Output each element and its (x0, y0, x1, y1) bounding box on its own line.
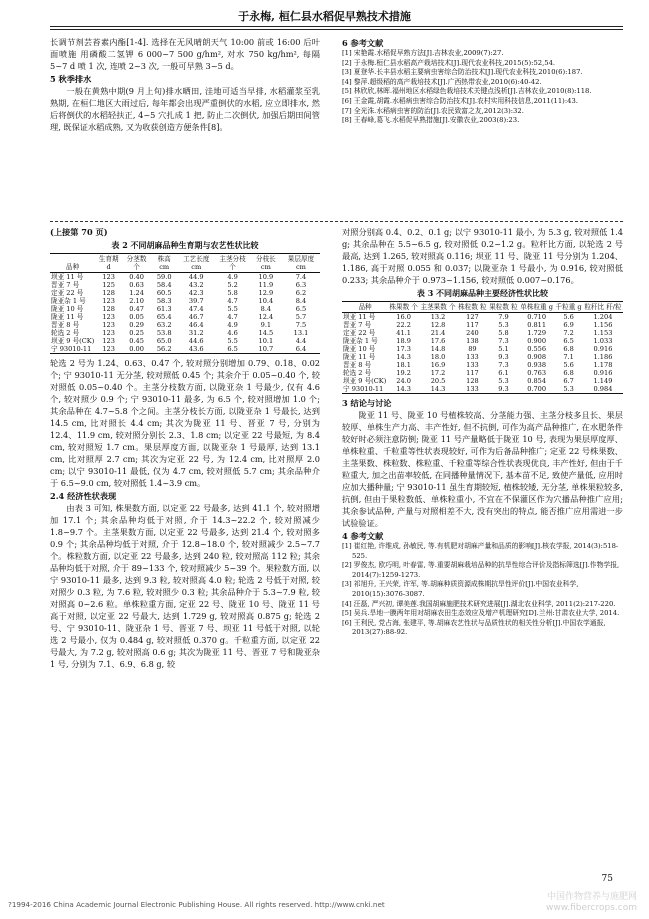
table-cell: 127 (466, 313, 479, 321)
table-cell: 128 (466, 377, 479, 385)
table-header-cell: 生育期 d (95, 254, 122, 273)
table-header-cell: 分茎数 个 (122, 254, 151, 273)
table-cell: 18.9 (396, 337, 411, 345)
table-row (342, 337, 623, 345)
watermark-line: 中国作物营养与施肥网 (546, 892, 637, 902)
table-cell: 陇亚杂 1 号 (51, 297, 86, 305)
table-cell: 5.7 (295, 313, 307, 321)
table-cell: 6.5 (563, 337, 574, 345)
table-row (342, 385, 623, 394)
table-cell: 58.3 (156, 297, 172, 305)
table-row (342, 361, 623, 369)
table-cell: 0.938 (527, 361, 547, 369)
table-row (50, 337, 320, 345)
reference-item: [1] 崔红艳, 许维成, 孙敏民, 等.有机肥对胡麻产量和品质的影响[J].核农学报, 2014(3):518-525. (342, 542, 619, 560)
table-cell: 14.3 (419, 385, 457, 394)
table-cell: 17.6 (430, 337, 446, 345)
table-cell: 16.9 (430, 361, 446, 369)
table-cell: 9.3 (488, 385, 519, 394)
table-cell: 5.8 (227, 289, 238, 297)
body-paragraph: 长调节剂芸苔素内酯[1-4]. 选择在无风晴朗天气 10:00 前或 16:00 后叶面喷施 用磷酸二氢钾 6 000~7 500 g/hm², 对水 750 kg/hm², 每隔 5~7 d 喷 1 次, 连喷 2~3 次, 一般可早熟 3~5 d。 (50, 37, 320, 71)
table-cell: 4.7 (227, 297, 238, 305)
table-row (342, 345, 623, 353)
table-header-cell: 果粒数 粒 (489, 303, 518, 311)
reference-item: [5] 林欣欣,林晖.福州地区水稻绿色栽培技术关键点浅析[J].吉林农业,2010(8):118. (342, 87, 592, 96)
table-cell: 133 (466, 361, 479, 369)
table-cell: 39.7 (188, 297, 204, 305)
table-cell: 1.153 (593, 329, 613, 337)
table-cell: 0.47 (129, 305, 144, 313)
table-cell: 20.5 (430, 377, 446, 385)
table-cell: 18.0 (430, 353, 446, 361)
copyright-footer: ?1994-2016 China Academic Journal Electronic Publishing House. All rights reserved. http://www.cnki.net (8, 900, 385, 909)
table-cell: 晋亚 7 号 (51, 281, 80, 289)
table-cell: 1.186 (593, 353, 613, 361)
table-cell: 1.178 (593, 361, 613, 369)
table-row (50, 313, 320, 321)
table-cell: 41.1 (396, 329, 411, 337)
table-cell: 42.3 (188, 289, 204, 297)
table-cell: 1.204 (593, 313, 613, 321)
running-header: 于永梅, 桓仁县水稻促早熟技术措施 (238, 10, 411, 23)
table-cell: 14.8 (430, 345, 446, 353)
table-cell: 65.0 (156, 337, 172, 345)
table-cell: 7.1 (563, 353, 574, 361)
table-header-cell: 株粒数 粒 (458, 303, 487, 311)
table-cell: 6.1 (498, 369, 509, 377)
table-cell: 晋亚 7 号 (343, 321, 372, 329)
table-cell: 19.2 (396, 369, 411, 377)
table-cell: 14.5 (258, 329, 274, 337)
table-cell: 18.1 (396, 361, 411, 369)
table-cell: 6.2 (295, 289, 307, 297)
table-cell: 轮选 2 号 (343, 369, 372, 377)
table-cell: 44.9 (188, 273, 204, 281)
table-cell: 8.4 (295, 297, 307, 305)
table-cell: 4.9 (227, 321, 238, 329)
table-header-cell: 果层厚度 cm (282, 254, 320, 273)
table-cell: 7.3 (498, 361, 509, 369)
table-cell: 0.63 (129, 281, 144, 289)
table-header-cell: 千粒重 g (555, 303, 582, 311)
table-cell: 10.7 (250, 345, 282, 354)
table-row (50, 321, 320, 329)
table-row (342, 353, 623, 361)
table-cell: 123 (102, 337, 115, 345)
table-cell: 5.6 (563, 313, 574, 321)
table-row (50, 289, 320, 297)
reference-item: [5] 吴兵.旱地一膜两年用对胡麻农田生态效应及增产机理研究[D].兰州:甘肃农业大学, 2014. (342, 609, 620, 618)
body-paragraph: 陇亚 11 号、陇亚 10 号植株较高、分茎能力强、主茎分枝多且长、果层较厚、单株生产力高、丰产性好, 但不抗倒, 可作为高产品种推广, 在水肥条件较好时必须注意防倒; 陇亚 11 号产量略低于陇亚 10 号, 表现为果层厚度厚、单株粒重、千粒重等性状表现较好, 可作为后备品种推广; 定亚 22 号株果数、主茎果数、株粒数、株粒重、千粒重等综合性状表现优良, 丰产性好, 但由于千粒重大, 加之出苗率较低, 在同播种量情况下, 基本苗不足, 致使产量低, 应用时应加大播种量; 宁 93010-11 虽生育期较短, 植株较矮, 无分茎, 单株果粒较多, 抗倒, 但由于果粒数低、单株粒重小, 不宜在不保灌区作为穴播品种推广应用; 其余参试品种, 产量与对照相差不大, 没有突出的特点, 能否推广应用需进一步试验验证。 (342, 410, 623, 528)
table-cell: 22.2 (396, 321, 411, 329)
reference-item: [2] 罗俊杰, 欧巧明, 叶春雷, 等.重要胡麻栽培品种的抗旱性综合评价及指标筛选[J].作物学报, 2014(7):1259-1273. (342, 561, 620, 579)
table-cell: 133 (457, 385, 488, 394)
table-cell: 0.00 (122, 345, 151, 354)
table-cell: 43.6 (177, 345, 215, 354)
table-cell: 坝亚 9 号(CK) (51, 337, 95, 345)
table-cell: 133 (466, 353, 479, 361)
table-row (50, 297, 320, 305)
table-cell: 123 (102, 329, 115, 337)
table-cell: 轮选 2 号 (51, 329, 80, 337)
table-cell: 123 (95, 345, 122, 354)
table-header-cell: 单株粒重 g (520, 303, 553, 311)
table-cell: 晋亚 8 号 (343, 361, 372, 369)
table-cell: 4.4 (295, 337, 307, 345)
table-cell: 5.2 (227, 281, 238, 289)
table-row (342, 369, 623, 377)
table-cell: 6.5 (215, 345, 250, 354)
reference-item: [4] 汪磊, 严兴初, 谭美莲.我国胡麻施肥技术研究进展[J].湖北农业科学, 2011(2):217-220. (342, 599, 616, 608)
table-cell: 0.710 (527, 313, 547, 321)
watermark (546, 892, 637, 914)
table-cell: 0.854 (527, 377, 547, 385)
table-cell: 65.4 (156, 313, 172, 321)
table-cell: 坝亚 9 号(CK) (343, 377, 387, 385)
table-cell: 0.29 (129, 321, 144, 329)
header-rule-double (50, 29, 623, 30)
table-cell: 46.4 (188, 321, 204, 329)
table-cell: 6.5 (295, 305, 307, 313)
table-cell: 5.8 (498, 329, 509, 337)
table-cell: 5.5 (227, 337, 238, 345)
table-cell: 6.7 (563, 377, 574, 385)
table-header-cell: 粒秆比 秆/粒 (584, 303, 622, 311)
table-cell: 6.3 (295, 281, 307, 289)
reference-list (342, 49, 623, 126)
table-cell: 6.8 (563, 345, 574, 353)
table-cell: 0.763 (527, 369, 547, 377)
table-cell: 1.149 (593, 377, 613, 385)
section-heading-2-4: 2.4 经济性状表现 (50, 491, 117, 501)
table-cell: 10.1 (258, 337, 274, 345)
table-cell: 0.40 (129, 273, 144, 281)
table-cell: 117 (466, 369, 479, 377)
table-cell: 5.3 (498, 321, 509, 329)
section-heading-5: 5 秋季排水 (50, 74, 92, 84)
table-cell: 0.916 (593, 369, 613, 377)
table-cell: 0.556 (527, 345, 547, 353)
table-cell: 47.4 (188, 305, 204, 313)
table-row (50, 305, 320, 313)
table-cell: 宁 93010-11 (342, 385, 388, 394)
table-cell: 123 (102, 297, 115, 305)
right-column-top (342, 36, 623, 126)
table-cell: 14.3 (396, 353, 411, 361)
table-3 (342, 301, 623, 394)
table-cell: 0.45 (129, 337, 144, 345)
table-cell: 31.2 (188, 329, 204, 337)
watermark-line: www.fibercrops.com (546, 903, 637, 913)
table-cell: 8.4 (260, 305, 272, 313)
table-cell: 13.2 (430, 313, 446, 321)
table-cell: 7.4 (295, 273, 307, 281)
table-cell: 宁 93010-11 (50, 345, 95, 354)
reference-item: [6] 王利民, 党占海, 张建平, 等.胡麻农艺性状与品质性状的相关性分析[J].中国农学通报, 2013(27):88-92. (342, 618, 606, 637)
table-cell: 坝亚 11 号 (343, 313, 376, 321)
table-cell: 6.8 (563, 369, 574, 377)
table-cell: 陇亚 10 号 (51, 305, 84, 313)
table-cell: 5.3 (554, 385, 583, 394)
table-3-caption: 表 3 不同胡麻品种主要经济性状比较 (416, 288, 549, 298)
table-cell: 123 (102, 273, 115, 281)
table-cell: 0.900 (527, 337, 547, 345)
table-cell: 17.3 (396, 345, 411, 353)
right-column-bottom (342, 226, 623, 638)
table-row (50, 329, 320, 337)
table-cell: 定亚 22 号 (51, 289, 84, 297)
continued-note: (上接第 70 页) (50, 227, 108, 237)
table-cell: 7.5 (295, 321, 307, 329)
table-cell: 1.156 (593, 321, 613, 329)
table-cell: 123 (102, 313, 115, 321)
table-cell: 4.6 (227, 329, 238, 337)
table-header-cell: 株果数 个 (389, 303, 418, 311)
table-cell: 5.1 (498, 345, 509, 353)
table-row (342, 377, 623, 385)
reference-item: [1] 宋艳霞.水稻促早熟方法[J].吉林农业,2009(7):27. (342, 49, 504, 57)
table-2-caption: 表 2 不同胡麻品种生育期与农艺性状比较 (111, 240, 259, 250)
reference-list (342, 542, 623, 638)
table-cell: 5.6 (563, 361, 574, 369)
table-cell: 125 (102, 281, 115, 289)
table-cell: 123 (102, 321, 115, 329)
table-cell: 9.1 (260, 321, 272, 329)
table-header-cell: 品种 (50, 254, 95, 273)
table-cell: 12.4 (258, 313, 274, 321)
table-cell: 138 (466, 337, 479, 345)
table-cell: 0.05 (129, 313, 144, 321)
reference-item: [8] 王春峰,葛飞.水稻促早熟措施[J].安徽农业,2003(8):23. (342, 116, 520, 125)
table-cell: 14.3 (388, 385, 419, 394)
table-cell: 晋亚 8 号 (51, 321, 80, 329)
table-header-cell: 主茎分枝 个 (215, 254, 250, 273)
table-cell: 12.9 (258, 289, 274, 297)
reference-item: [6] 王金霞,胡霞.水稻病虫害综合防治技术[J].农村实用科技信息,2011(11):43. (342, 96, 578, 105)
left-column-bottom (50, 226, 320, 670)
table-cell: 1.729 (527, 329, 547, 337)
table-cell: 10.9 (258, 273, 274, 281)
table-cell: 1.033 (593, 337, 613, 345)
table-cell: 63.2 (156, 321, 172, 329)
table-cell: 24.0 (396, 377, 411, 385)
table-cell: 9.3 (498, 353, 509, 361)
table-cell: 4.9 (227, 273, 238, 281)
table-header-cell: 主茎果数 个 (420, 303, 456, 311)
table-cell: 60.5 (156, 289, 172, 297)
table-cell: 240 (466, 329, 479, 337)
table-cell: 16.0 (396, 313, 411, 321)
table-cell: 59.0 (156, 273, 172, 281)
reference-item: [3] 祁旭升, 王兴荣, 许军, 等.胡麻种质资源成株期抗旱性评价[J].中国农业科学, 2010(15):3076-3087. (342, 580, 579, 598)
body-paragraph: 对照分别高 0.4、0.2、0.1 g; 以宁 93010-11 最小, 为 5.3 g, 较对照低 1.4 g; 其余品种在 5.5~6.5 g, 较对照低 0.2~1.2 g。粒秆比方面, 以轮选 2 号最高, 达到 1.265, 较对照高 0.116; 坝亚 11 号、陇亚 11 号分别为 1.204、1.186, 高于对照 0.055 和 0.037; 以陇亚杂 1 号最小, 为 0.916, 较对照低 0.233; 其余品种介于 0.973~1.156, 较对照低 0.007~0.176。 (342, 227, 623, 285)
table-cell: 6.9 (563, 321, 574, 329)
table-cell: 7.2 (563, 329, 574, 337)
body-paragraph: 由表 3 可知, 株果数方面, 以定亚 22 号最多, 达到 41.1 个, 较对照增加 17.1 个; 其余品种均低于对照, 介于 14.3~22.2 个, 较对照减少 1.8~9.7 个。主茎果数方面, 以定亚 22 号最多, 达到 21.4 个, 较对照多 0.9 个; 其余品种均低于对照, 介于 12.8~18.0 个, 较对照减少 2.5~7.7 个。株粒数方面, 以定亚 22 号最多, 达到 240 粒, 较对照高 112 粒; 其余品种均低于对照, 介于 89~133 个, 较对照减少 5~39 个。果粒数方面, 以宁 93010-11 最多, 达到 9.3 粒, 较对照高 4.0 粒; 轮选 2 号低于对照, 较对照少 0.3 粒, 为 7.6 粒, 较对照少 0.3 粒; 其余品种介于 5.3~7.9 粒, 较对照高 0~2.6 粒。单株粒重方面, 定亚 22 号、陇亚 10 号、陇亚 11 号高于对照, 以定亚 22 号最大, 达到 1.729 g, 较对照高 0.875 g; 轮选 2 号、宁 93010-11、陇亚杂 1 号、晋亚 7 号、坝亚 11 号低于对照, 以轮选 2 号最小, 仅为 0.484 g, 较对照低 0.370 g。千粒重方面, 以定亚 22 号最大, 为 7.2 g, 较对照高 0.6 g; 其次为陇亚 11 号、晋亚 7 号和陇亚杂 1 号, 分别为 7.1、6.9、6.8 g, 较 (50, 503, 320, 669)
table-cell: 陇亚 11 号 (343, 353, 376, 361)
table-header-cell: 分枝长 cm (250, 254, 282, 273)
body-paragraph: 一般在黄熟中期(9 月上旬)排水晒田, 洼地可适当早排, 水稻灌浆至乳熟期, 在桓仁地区大雨过后, 每年都会出现严重倒伏的水稻, 应立即排水, 然后将倒伏的水稻轻扶正, 4~5 穴扎成 1 把, 防止二次倒伏, 加强后期田间管理, 既保证水稻成熟, 又为收获创造方便条件[8]。 (50, 86, 320, 132)
table-cell: 58.4 (156, 281, 172, 289)
reference-item: [4] 黎萍.超级稻的高产栽培技术[J].广西热带农业,2010(6):40-42. (342, 77, 542, 86)
table-row (342, 321, 623, 329)
body-paragraph: 轮选 2 号为 1.24、0.63、0.47 个, 较对照分别增加 0.79、0.18、0.02 个; 宁 93010-11 无分茎, 较对照低 0.45 个; 其余介于 0.05~0.40 个, 较对照低 0.05~0.40 个。主茎分枝数方面, 以陇亚杂 1 号最少, 仅有 4.6 个, 较对照少 0.9 个; 宁 93010-11 最多, 为 6.5 个, 较对照增加 1.0 个; 其余品种在 4.7~5.8 个之间。主茎分枝长方面, 以陇亚杂 1 号最长, 达到 14.5 cm, 比对照长 4.4 cm; 其次为陇亚 11 号、晋亚 7 号, 分别为 12.4、11.9 cm, 较对照分别长 2.3、1.8 cm; 以定亚 22 号最短, 为 8.4 cm, 较对照短 1.7 cm。果层厚度方面, 以陇亚杂 1 号最厚, 达到 13.1 cm, 比对照厚 2.7 cm; 其次为定亚 22 号, 为 12.4 cm, 比对照厚 2.0 cm; 以宁 93010-11 最低, 仅为 4.7 cm, 较对照低 5.7 cm; 其余品种介于 6.5~9.0 cm, 较对照低 1.4~3.9 cm。 (50, 358, 320, 488)
article-separator (50, 221, 623, 222)
table-cell: 46.7 (188, 313, 204, 321)
table-cell: 11.9 (258, 281, 274, 289)
table-header-cell: 株高 cm (151, 254, 177, 273)
table-header-cell: 品种 (342, 302, 388, 313)
table-row (342, 329, 623, 337)
table-cell: 坝亚 11 号 (51, 273, 84, 281)
page-number: 75 (601, 874, 613, 884)
table-2 (50, 253, 320, 354)
table-row (50, 345, 320, 354)
table-cell: 128 (102, 289, 115, 297)
left-column-top (50, 36, 320, 133)
table-cell: 0.916 (593, 345, 613, 353)
table-cell: 56.2 (151, 345, 177, 354)
table-row (50, 273, 320, 282)
section-heading-3: 3 结论与讨论 (342, 398, 392, 408)
table-cell: 89 (468, 345, 477, 353)
table-cell: 117 (466, 321, 479, 329)
table-header-cell: 工艺长度 cm (177, 254, 215, 273)
table-cell: 10.4 (258, 297, 274, 305)
table-cell: 5.3 (498, 377, 509, 385)
table-cell: 0.811 (527, 321, 547, 329)
table-cell: 陇亚 11 号 (51, 313, 84, 321)
table-cell: 4.7 (227, 313, 238, 321)
table-cell: 128 (102, 305, 115, 313)
table-cell: 6.4 (282, 345, 320, 354)
table-cell: 0.700 (519, 385, 554, 394)
reference-item: [7] 全光洙.水稻病虫害的防治[J].农民致富之友,2012(3):32. (342, 106, 524, 115)
table-cell: 0.908 (527, 353, 547, 361)
table-cell: 43.2 (188, 281, 204, 289)
table-cell: 7.3 (498, 337, 509, 345)
section-heading-6: 6 参考文献 (342, 38, 384, 48)
table-row (50, 281, 320, 289)
table-row (342, 313, 623, 322)
table-cell: 5.5 (227, 305, 238, 313)
table-cell: 7.9 (498, 313, 509, 321)
table-cell: 13.1 (293, 329, 309, 337)
table-cell: 44.6 (188, 337, 204, 345)
table-cell: 17.2 (430, 369, 446, 377)
table-cell: 定亚 22 号 (343, 329, 376, 337)
table-cell: 0.25 (129, 329, 144, 337)
table-cell: 陇亚杂 1 号 (343, 337, 378, 345)
reference-item: [3] 夏登华.长丰县水稻主要病虫害综合防治技术[J].现代农业科技,2010(6):187. (342, 68, 583, 77)
section-heading-4: 4 参考文献 (342, 531, 384, 541)
header-rule (50, 26, 623, 27)
table-cell: 53.8 (156, 329, 172, 337)
table-cell: 12.8 (430, 321, 446, 329)
table-cell: 21.4 (430, 329, 446, 337)
table-cell: 2.10 (129, 297, 144, 305)
reference-item: [2] 于永梅.桓仁县水稻高产栽培技术[J].现代农业科技,2015(5):52,54. (342, 58, 556, 67)
table-cell: 61.3 (156, 305, 172, 313)
table-cell: 陇亚 10 号 (343, 345, 376, 353)
table-cell: 1.24 (129, 289, 144, 297)
table-cell: 0.984 (583, 385, 623, 394)
